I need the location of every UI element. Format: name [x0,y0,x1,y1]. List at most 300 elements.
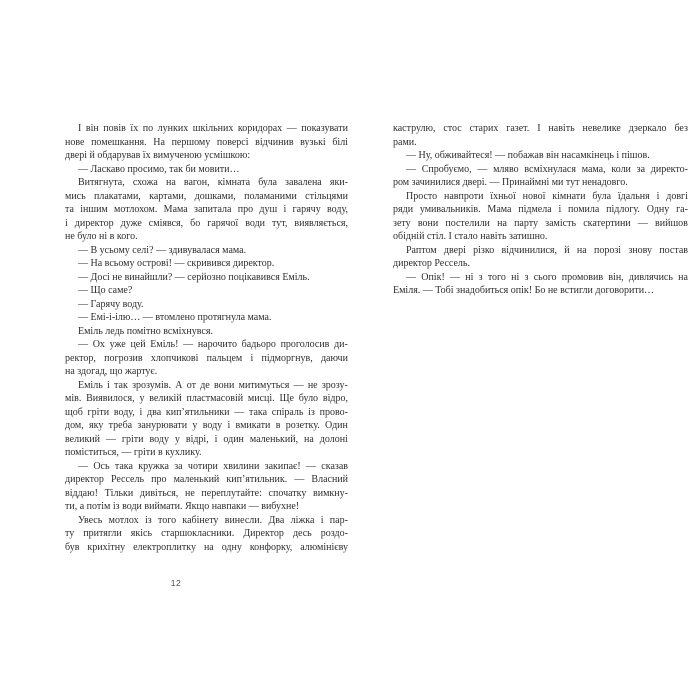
word: директор [74,217,114,229]
word: бадьоро [241,339,276,350]
word: Виявилося, [86,393,135,404]
word: тут, [272,217,288,229]
paragraph [65,284,348,298]
text-line: — Досі не винайшли? — серйозно поцікавився Еміль. [78,271,310,283]
word: уже [109,339,126,350]
word: промовив [561,271,604,283]
word: схожа [132,177,158,188]
text-line [65,136,348,150]
word: алюмінієву [300,541,348,553]
word: ди- [334,339,348,350]
word: і [656,190,660,202]
word: крихітну [87,541,126,553]
word: цей [130,339,146,350]
word: із [308,406,315,418]
word: різко [473,244,495,256]
text-line [393,244,688,258]
text-line: — На всьому острові! — скривився директор. [78,258,275,269]
word: картами, [149,190,187,202]
word: Два [268,514,285,526]
word: гарячої [207,217,239,229]
word: Ще [279,393,294,404]
paragraph [65,257,348,271]
word: великій [149,393,182,404]
word: роздо- [320,528,348,539]
text-line: директор Рессель. [393,258,470,269]
text-line [393,122,688,136]
word: ряди [393,204,414,215]
word: Одну [646,204,670,215]
word: так [114,379,128,391]
word: кип’ятильник. [226,474,288,485]
word: мотлох [108,514,139,526]
word: І [78,123,82,134]
word: була [592,190,612,202]
word: — [78,460,88,472]
word: постелили [445,217,490,229]
word: замість [545,217,577,229]
word: двері [443,244,466,256]
word: нарочито [197,339,237,350]
word: без [674,123,688,134]
word: великий [65,433,101,445]
word: білі [332,136,348,148]
word: скатертини [583,217,631,229]
text-line [65,406,348,420]
paragraph [65,271,348,285]
word: і [227,420,231,431]
word: Ось [93,460,110,472]
word: На [153,136,165,148]
word: сказав [321,460,348,472]
word: гріти [87,406,110,418]
word: та [65,204,74,215]
word: іншим [80,204,108,215]
word: га- [676,204,688,215]
word: пластмасовій [186,393,244,404]
word: Опік! [421,271,445,283]
word: ні [511,271,520,283]
text-line [393,203,688,217]
word: вагон, [183,177,210,188]
word: маленький, [249,433,299,445]
word: десь [292,528,312,539]
word: не [307,379,318,391]
word: вимкну- [313,487,348,499]
text-line [65,460,348,474]
text-line [65,176,348,190]
word: один [223,433,244,445]
word: пар- [329,514,348,526]
word: відчинив [255,136,294,148]
left-page-text-column [65,122,348,554]
word: на [497,217,507,229]
word: дивіться, [139,487,179,499]
word: завалена [285,177,322,188]
word: долоні [319,433,348,445]
word: стос [443,123,462,134]
word: Еміль [78,379,103,391]
word: конфорку, [249,541,293,553]
text-line [65,392,348,406]
word: — [406,163,416,175]
paragraph [65,311,348,325]
word: Мама [487,204,512,215]
paragraph [393,149,688,163]
word: в [275,420,281,431]
word: два [147,406,162,418]
word: і [283,204,287,215]
text-line: — Ласкаво просимо, так би мовити… [78,163,240,175]
word: на [576,244,587,256]
text-line [393,163,688,177]
word: Просто [406,190,438,202]
word: знову [628,244,653,256]
word: вмикати [235,420,271,431]
text-line [65,203,348,217]
word: коридорах [237,123,283,134]
word: винесли. [224,514,263,526]
word: за [174,460,183,472]
word: мів. [65,393,82,404]
word: відрі, [185,433,209,445]
word: дзеркало [628,123,667,134]
word: невелике [582,123,621,134]
word: директо- [650,163,688,175]
text-line: — Гарячу воду. [78,298,144,310]
text-line [65,379,348,393]
word: і [214,433,218,445]
word: вузькі [300,136,326,148]
text-line: не було ні в кого. [65,231,138,242]
word: вийшов [655,217,688,229]
word: спіраль [271,406,304,418]
word: кип’ятильники [165,406,230,418]
word: Рессель [110,474,145,485]
word: — [450,271,461,283]
word: зрозумів. [132,379,171,391]
word: така [248,406,268,418]
word: з [524,271,529,283]
word: коли [611,163,631,175]
word: Один [325,420,348,431]
word: на [304,433,314,445]
word: у [192,420,198,431]
word: каструлю, [393,123,436,134]
word: от [186,379,196,391]
paragraph [65,325,348,339]
word: даючи [320,352,348,364]
word: повів [103,123,126,134]
paragraph [65,176,348,244]
word: яку [89,420,104,431]
word: — [78,339,88,350]
paragraph [393,271,688,298]
word: була [258,177,277,188]
paragraph [393,190,688,244]
word: дуже [120,217,142,229]
word: всміхнулася [524,163,576,175]
word: така [114,460,133,472]
word: старшокласники. [161,528,235,539]
word: — [105,433,116,445]
word: мись [65,190,86,202]
word: газет. [506,123,530,134]
word: на [203,541,214,553]
text-line [65,338,348,352]
paragraph [65,338,348,379]
right-page-text-column [393,122,688,298]
word: проголосив [280,339,330,350]
word: занурювати [137,420,188,431]
paragraph [393,122,688,149]
word: якісь [130,528,153,539]
word: бо [190,217,201,229]
word: дом, [65,420,84,431]
word: одну [221,541,242,553]
word: гарячу [292,204,321,215]
text-line [65,473,348,487]
word: пальцем [206,352,243,364]
word: їдальня [617,190,650,202]
text-line [65,433,348,447]
text-line: обідній стіл. І стало навіть затишно. [393,231,548,242]
paragraph [65,379,348,460]
word: Тільки [104,487,134,499]
text-line: ти, а потім із води виймати. Якщо навпаки — вибухне! [65,501,300,512]
word: — [406,271,416,283]
word: помешкання. [91,136,147,148]
word: прово- [319,406,348,418]
word: того [158,514,177,526]
text-line [65,487,348,501]
word: яки- [329,177,348,188]
word: вони [214,379,235,391]
word: зету [393,217,411,229]
word: мотлохом. [114,204,158,215]
word: парту [514,217,538,229]
word: порозі [593,244,622,256]
text-line: — Що саме? [78,285,133,296]
text-line [65,514,348,528]
word: із [144,514,152,526]
text-line [65,217,348,231]
word: воду, [327,204,348,215]
word: розетку. [285,420,320,431]
word: — [637,217,648,229]
word: відчинилися, [501,244,558,256]
word: Ох [92,339,105,350]
text-line: — Емі-і-ілю… — втомлено протягнула мама. [78,312,272,323]
word: з [478,271,483,283]
word: за [636,163,646,175]
word: Витягнута, [78,177,125,188]
word: виявляється, [294,217,348,229]
word: Власний [311,474,348,485]
word: підмела [518,204,552,215]
word: І [537,123,541,134]
text-line [65,419,348,433]
word: і [320,514,324,526]
word: погрозив [104,352,143,364]
word: дивлячись [628,271,673,283]
text-line: — Ну, обживайтеся! — побажав він насамкінець і пішов. [406,150,650,161]
word: у [139,393,145,404]
word: був [65,541,80,553]
word: води [245,217,266,229]
word: і [65,217,68,229]
word: кімнати [552,190,586,202]
word: їхньої [490,190,516,202]
word: на [165,177,176,188]
word: Мама [163,204,188,215]
word: ректор, [65,352,96,364]
word: запитала [194,204,232,215]
word: мама, [581,163,606,175]
word: у [174,433,180,445]
word: митимуться [238,379,290,391]
text-line [65,527,348,541]
word: чотири [187,460,218,472]
page-number: 12 [170,578,182,588]
word: спочатку [268,487,307,499]
word: ні [465,271,474,283]
word: — [293,379,304,391]
text-line: на здогад, що жартує. [65,366,158,377]
word: на [678,271,688,283]
word: і [250,352,254,364]
word: А [175,379,183,391]
word: — [286,123,297,134]
word: ту [65,528,75,539]
word: маленький [173,474,220,485]
word: воду, [113,406,135,418]
word: лунких [157,123,189,134]
word: їх [130,123,139,134]
word: першому [171,136,211,148]
word: нове [65,136,85,148]
word: віддаю! [65,487,98,499]
word: підлогу. [606,204,640,215]
word: — [294,474,305,485]
word: — [234,406,245,418]
word: помила [568,204,600,215]
text-line: рами. [393,136,417,148]
word: нової [522,190,546,202]
word: навіть [548,123,575,134]
word: і [139,406,143,418]
word: треба [108,420,133,431]
paragraph [393,163,688,190]
word: мляво [493,163,519,175]
word: Директор [243,528,284,539]
paragraph [65,298,348,312]
word: Еміль! [150,339,179,350]
text-line: Еміль ледь помітно всміхнувся. [78,325,213,337]
word: довгі [666,190,688,202]
word: по [142,123,154,134]
word: й [564,244,570,256]
word: мисці. [247,393,275,404]
word: щоб [65,406,83,418]
paragraph [65,514,348,555]
text-line: двері й обдарував їх вимученою усмішкою: [65,150,251,161]
word: підморгнув, [261,352,313,364]
text-line: — В усьому селі? — здивувалася мама. [78,244,247,256]
word: поверсі [216,136,249,148]
word: переплутайте: [201,487,262,499]
word: воду [202,420,223,431]
word: було [298,393,319,404]
word: про [151,474,167,485]
word: директор [65,474,104,485]
word: де [200,379,210,391]
word: поламаними [244,190,297,202]
word: — [477,163,488,175]
word: не [184,487,195,499]
word: умивальників. [419,204,481,215]
word: і [107,379,110,391]
word: кімната [217,177,251,188]
text-line: поміститься, — гріти в кухлику. [65,447,202,458]
paragraph [65,122,348,163]
text-line [65,190,348,204]
word: плакатами, [94,190,141,202]
text-line [65,122,348,136]
word: хлопчикові [150,352,199,364]
word: постав [659,244,688,256]
word: — [183,339,194,350]
text-line: ром зачинилися двері. — Принаймні ми тут ненадовго. [393,177,628,188]
word: Раптом [406,244,437,256]
word: воду [149,433,169,445]
word: навпроти [444,190,484,202]
word: відро, [322,393,348,404]
word: притягли [83,528,122,539]
word: хвилини [223,460,260,472]
word: показувати [301,123,348,134]
word: ліжка [290,514,315,526]
word: душ [259,204,278,215]
paragraph [65,244,348,258]
word: — [305,460,316,472]
word: стільцями [305,190,348,202]
paragraph [393,244,688,271]
word: сього [533,271,557,283]
word: він, [608,271,624,283]
word: закипає! [264,460,301,472]
text-line [393,190,688,204]
word: того [487,271,506,283]
word: вони [417,217,439,229]
word: дошками, [194,190,236,202]
word: гріти [121,433,144,445]
text-line [393,271,688,285]
word: він [85,123,99,134]
word: кружка [138,460,169,472]
word: і [558,204,562,215]
word: зрозу- [321,379,348,391]
word: про [237,204,254,215]
paragraph [65,163,348,177]
word: електроплитку [133,541,196,553]
word: старих [469,123,499,134]
text-line: Еміля. — Тобі знадобиться опік! Бо не встигли договорити… [393,285,655,296]
word: сміявся, [148,217,184,229]
paragraph [65,460,348,514]
text-line [65,541,348,555]
word: шкільних [192,123,234,134]
